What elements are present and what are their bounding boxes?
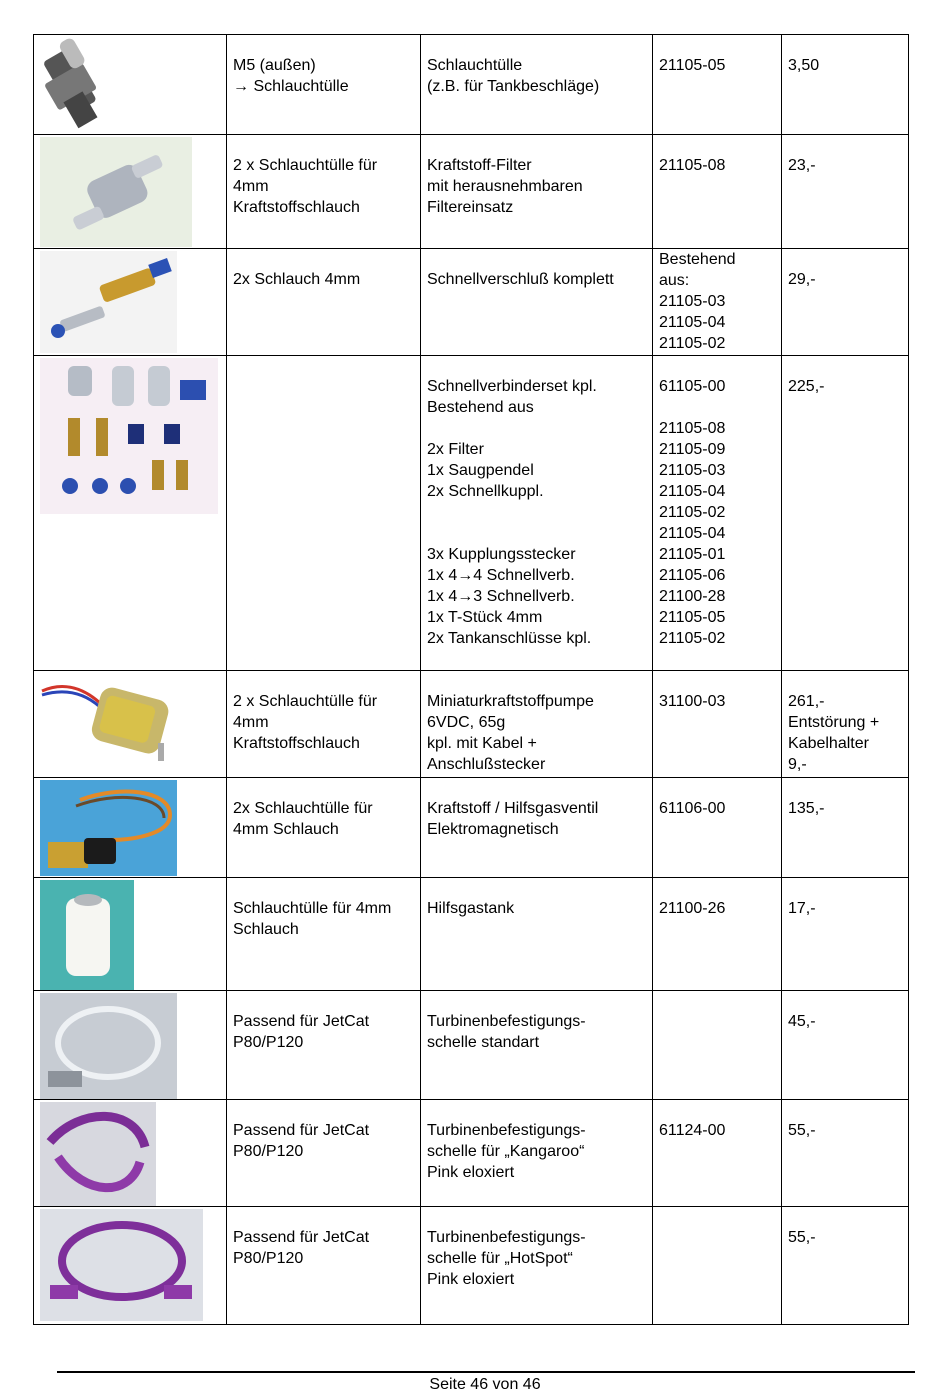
component-article: 21105-05 xyxy=(659,609,726,626)
text-line: Passend für JetCat xyxy=(233,1229,370,1246)
component-article: 21100-28 xyxy=(659,588,726,605)
price-cell xyxy=(782,778,909,878)
price-cell xyxy=(782,356,909,671)
text-line: 4mm xyxy=(233,714,269,731)
product-row xyxy=(34,878,909,991)
text-line: P80/P120 xyxy=(233,1143,304,1160)
text-line: 55,- xyxy=(788,1122,816,1139)
price-cell xyxy=(782,878,909,991)
text-line: → Schlauchtülle xyxy=(233,78,349,95)
text-line: Kraftstoffschlauch xyxy=(233,735,360,752)
description-cell xyxy=(421,249,653,356)
component-article: 21105-02 xyxy=(659,504,726,521)
component-item: 1x 4→3 Schnellverb. xyxy=(427,588,575,605)
product-row xyxy=(34,1207,909,1325)
text-line: 135,- xyxy=(788,800,825,817)
text-line: Turbinenbefestigungs- xyxy=(427,1013,586,1030)
component-item xyxy=(427,502,646,523)
text-line: schelle für „Kangaroo“ xyxy=(427,1143,585,1160)
text-line: 6VDC, 65g xyxy=(427,714,506,731)
article-cell xyxy=(653,991,782,1100)
connection-cell xyxy=(227,671,421,778)
description-cell xyxy=(421,1100,653,1207)
price-cell xyxy=(782,1207,909,1325)
text-line: Passend für JetCat xyxy=(233,1013,370,1030)
text-line: schelle für „HotSpot“ xyxy=(427,1250,573,1267)
connection-cell xyxy=(227,356,421,671)
description-cell xyxy=(421,778,653,878)
image-cell xyxy=(34,1207,227,1325)
text-line: 9,- xyxy=(788,756,807,773)
product-table xyxy=(33,34,909,1325)
article-cell xyxy=(653,1207,782,1325)
price-cell xyxy=(782,135,909,249)
text-line: 17,- xyxy=(788,900,816,917)
component-article: 21105-02 xyxy=(659,630,726,647)
connector-set-photo xyxy=(40,358,218,514)
image-cell xyxy=(34,135,227,249)
footer-rule xyxy=(57,1371,915,1373)
text-line: Schlauch xyxy=(233,921,299,938)
component-item: 1x T-Stück 4mm xyxy=(427,609,543,626)
image-cell xyxy=(34,778,227,878)
price-cell xyxy=(782,991,909,1100)
clamp-standard-photo xyxy=(40,993,177,1099)
component-article: 21105-03 xyxy=(659,462,726,479)
article-cell xyxy=(653,878,782,991)
text-line: Anschlußstecker xyxy=(427,756,546,773)
image-cell xyxy=(34,1100,227,1207)
product-row xyxy=(34,991,909,1100)
connection-cell xyxy=(227,1207,421,1325)
product-row xyxy=(34,671,909,778)
description-cell xyxy=(421,356,653,671)
text-line: 261,- xyxy=(788,693,825,710)
product-row xyxy=(34,1100,909,1207)
product-row xyxy=(34,35,909,135)
component-item: 2x Filter xyxy=(427,441,484,458)
image-cell xyxy=(34,249,227,356)
description-cell xyxy=(421,671,653,778)
component-article: 21105-01 xyxy=(659,546,726,563)
text-line: Turbinenbefestigungs- xyxy=(427,1122,586,1139)
text-line: 31100-03 xyxy=(659,693,726,710)
description-cell xyxy=(421,35,653,135)
fuel-filter-photo xyxy=(40,137,192,247)
article-cell xyxy=(653,1100,782,1207)
connection-cell xyxy=(227,878,421,991)
text-line: 29,- xyxy=(788,271,816,288)
text-line: Kraftstoffschlauch xyxy=(233,199,360,216)
text-line: 2x Schlauchtülle für xyxy=(233,800,373,817)
text-line: Kraftstoff / Hilfsgasventil xyxy=(427,800,599,817)
text-line: Passend für JetCat xyxy=(233,1122,370,1139)
quick-coupler-photo xyxy=(40,251,177,353)
text-line: (z.B. für Tankbeschläge) xyxy=(427,78,600,95)
text-line: 61124-00 xyxy=(659,1122,726,1139)
solenoid-valve-photo xyxy=(40,780,177,876)
connection-cell xyxy=(227,249,421,356)
text-line: 55,- xyxy=(788,1229,816,1246)
component-item: 2x Tankanschlüsse kpl. xyxy=(427,630,592,647)
description-cell xyxy=(421,135,653,249)
product-row xyxy=(34,778,909,878)
text-line: 21100-26 xyxy=(659,900,726,917)
description-cell xyxy=(421,878,653,991)
text-line: 21105-08 xyxy=(659,157,726,174)
text-line: 4mm xyxy=(233,178,269,195)
fuel-pump-photo xyxy=(40,673,180,777)
connection-cell xyxy=(227,778,421,878)
text-line: 21105-02 xyxy=(659,335,726,352)
brass-hose-nipple-photo xyxy=(40,37,130,133)
article-cell xyxy=(653,135,782,249)
text-line: 21105-03 xyxy=(659,293,726,310)
text-line: Hilfsgastank xyxy=(427,900,515,917)
text-line: Miniaturkraftstoffpumpe xyxy=(427,693,594,710)
gas-tank-photo xyxy=(40,880,134,990)
text-line: Turbinenbefestigungs- xyxy=(427,1229,586,1246)
text-line: Schnellverbinderset kpl. xyxy=(427,378,597,395)
description-cell xyxy=(421,991,653,1100)
price-cell xyxy=(782,671,909,778)
component-item xyxy=(427,649,646,670)
connection-cell xyxy=(227,135,421,249)
connection-cell xyxy=(227,991,421,1100)
text-line: kpl. mit Kabel + xyxy=(427,735,537,752)
component-item: 3x Kupplungsstecker xyxy=(427,546,576,563)
image-cell xyxy=(34,35,227,135)
article-cell xyxy=(653,35,782,135)
text-line: 3,50 xyxy=(788,57,820,74)
text-line: aus: xyxy=(659,272,690,289)
text-line: Kraftstoff-Filter xyxy=(427,157,532,174)
text-line: 225,- xyxy=(788,378,825,395)
text-line: Schlauchtülle xyxy=(427,57,523,74)
product-row xyxy=(34,356,909,671)
article-cell xyxy=(653,249,782,356)
product-row xyxy=(34,249,909,356)
text-line: Pink eloxiert xyxy=(427,1271,515,1288)
image-cell xyxy=(34,671,227,778)
component-item: 1x 4→4 Schnellverb. xyxy=(427,567,575,584)
text-line: P80/P120 xyxy=(233,1250,304,1267)
article-cell xyxy=(653,671,782,778)
clamp-kangaroo-photo xyxy=(40,1102,156,1206)
text-line: M5 (außen) xyxy=(233,57,316,74)
article-cell xyxy=(653,356,782,671)
text-line: schelle standart xyxy=(427,1034,540,1051)
component-article: 21105-06 xyxy=(659,567,726,584)
text-line: Bestehend xyxy=(659,251,736,268)
text-line: Schnellverschluß komplett xyxy=(427,271,614,288)
component-article: 21105-04 xyxy=(659,525,726,542)
text-line: Entstörung + xyxy=(788,714,880,731)
image-cell xyxy=(34,878,227,991)
text-line: Pink eloxiert xyxy=(427,1164,515,1181)
text-line: 2 x Schlauchtülle für xyxy=(233,693,378,710)
article-cell xyxy=(653,778,782,878)
text-line: Kabelhalter xyxy=(788,735,869,752)
price-cell xyxy=(782,249,909,356)
price-cell xyxy=(782,1100,909,1207)
description-cell xyxy=(421,1207,653,1325)
text-line: 23,- xyxy=(788,157,816,174)
price-cell xyxy=(782,35,909,135)
text-line: Filtereinsatz xyxy=(427,199,514,216)
text-line: mit herausnehmbaren xyxy=(427,178,583,195)
text-line: 61105-00 xyxy=(659,378,726,395)
clamp-hotspot-photo xyxy=(40,1209,203,1321)
component-article: 21105-09 xyxy=(659,441,726,458)
component-item: 1x Saugpendel xyxy=(427,462,534,479)
component-article: 21105-08 xyxy=(659,420,726,437)
page-number: Seite 46 von 46 xyxy=(429,1376,541,1393)
text-line: 2x Schlauch 4mm xyxy=(233,271,361,288)
connection-cell xyxy=(227,35,421,135)
text-line: 45,- xyxy=(788,1013,816,1030)
text-line: P80/P120 xyxy=(233,1034,304,1051)
connection-cell xyxy=(227,1100,421,1207)
component-item: 2x Schnellkuppl. xyxy=(427,483,544,500)
text-line: 4mm Schlauch xyxy=(233,821,339,838)
text-line: Schlauchtülle für 4mm xyxy=(233,900,392,917)
component-article: 21105-04 xyxy=(659,483,726,500)
component-item xyxy=(427,523,646,544)
text-line: 61106-00 xyxy=(659,800,726,817)
text-line: Bestehend aus xyxy=(427,399,534,416)
text-line: 21105-04 xyxy=(659,314,726,331)
text-line: Elektromagnetisch xyxy=(427,821,559,838)
image-cell xyxy=(34,356,227,671)
text-line: 2 x Schlauchtülle für xyxy=(233,157,378,174)
image-cell xyxy=(34,991,227,1100)
product-row xyxy=(34,135,909,249)
text-line: 21105-05 xyxy=(659,57,726,74)
